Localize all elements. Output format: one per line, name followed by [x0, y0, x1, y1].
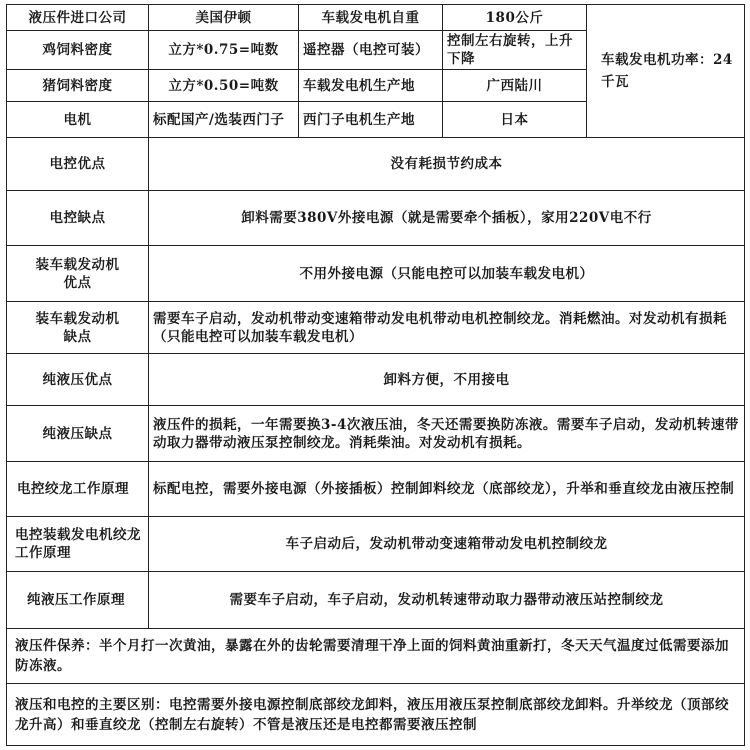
- cell-hydraulic-import-label: 液压件进口公司: [7, 5, 149, 31]
- row-label: 纯液压工作原理: [7, 572, 149, 629]
- cell-siemens-origin-value: 日本: [443, 102, 587, 138]
- table-row: [7, 517, 745, 572]
- row-label: 装车载发动机优点: [7, 246, 149, 302]
- table-row: [7, 572, 745, 629]
- spec-table: [6, 4, 745, 746]
- cell-remote-value: 控制左右旋转，上升下降: [443, 31, 587, 70]
- cell-hydraulic-import-value: 美国伊顿: [149, 5, 299, 31]
- table-row: [7, 5, 745, 31]
- table-row: [7, 684, 745, 746]
- row-label: 电控缺点: [7, 191, 149, 246]
- row-label: 装车载发动机缺点: [7, 302, 149, 354]
- cell-motor-label: 电机: [7, 102, 149, 138]
- row-text: 不用外接电源（只能电控可以加装车载发电机）: [149, 246, 745, 302]
- row-label: 纯液压优点: [7, 354, 149, 406]
- table-row: [7, 354, 745, 406]
- spec-sheet: [6, 4, 744, 746]
- row-label: 电控优点: [7, 138, 149, 191]
- row-text: 卸料方便，不用接电: [149, 354, 745, 406]
- table-row: [7, 302, 745, 354]
- difference-note: 液压和电控的主要区别：电控需要外接电源控制底部绞龙卸料，液压用液压泵控制底部绞龙卸料。升举绞龙（顶部绞龙升高）和垂直绞龙（控制左右旋转）不管是液压还是电控都需要液压控制: [7, 684, 745, 746]
- cell-generator-origin-label: 车载发电机生产地: [299, 70, 443, 102]
- row-label: 电控装载发电机绞龙工作原理: [7, 517, 149, 572]
- row-text: 卸料需要380V外接电源（就是需要牵个插板），家用220V电不行: [149, 191, 745, 246]
- row-text: 车子启动后，发动机带动变速箱带动发电机控制绞龙: [149, 517, 745, 572]
- table-row: [7, 462, 745, 517]
- row-text: 液压件的损耗，一年需要换3-4次液压油，冬天还需要换防冻液。需要车子启动，发动机转速带动取力器带动液压泵控制绞龙。消耗柴油。对发动机有损耗。: [149, 406, 745, 462]
- row-label: 电控绞龙工作原理: [7, 462, 149, 517]
- table-row: [7, 191, 745, 246]
- cell-generator-weight-value: 180公斤: [443, 5, 587, 31]
- cell-siemens-origin-label: 西门子电机生产地: [299, 102, 443, 138]
- cell-generator-power: 车载发电机功率：24千瓦: [587, 5, 745, 138]
- cell-pig-feed-density-value: 立方*0.50=吨数: [149, 70, 299, 102]
- row-text: 没有耗损节约成本: [149, 138, 745, 191]
- cell-pig-feed-density-label: 猪饲料密度: [7, 70, 149, 102]
- cell-chicken-feed-density-label: 鸡饲料密度: [7, 31, 149, 70]
- cell-generator-weight-label: 车载发电机自重: [299, 5, 443, 31]
- table-row: [7, 246, 745, 302]
- cell-motor-value: 标配国产/选装西门子: [149, 102, 299, 138]
- cell-chicken-feed-density-value: 立方*0.75=吨数: [149, 31, 299, 70]
- table-row: [7, 629, 745, 684]
- cell-remote-label: 遥控器（电控可装）: [299, 31, 443, 70]
- table-row: [7, 138, 745, 191]
- row-label: 纯液压缺点: [7, 406, 149, 462]
- row-text: 需要车子启动，发动机带动变速箱带动发电机带动电机控制绞龙。消耗燃油。对发动机有损耗（只能电控可以加装车载发电机）: [149, 302, 745, 354]
- maintenance-note: 液压件保养：半个月打一次黄油，暴露在外的齿轮需要清理干净上面的饲料黄油重新打，冬天天气温度过低需要添加防冻液。: [7, 629, 745, 684]
- table-row: [7, 406, 745, 462]
- row-text: 标配电控，需要外接电源（外接插板）控制卸料绞龙（底部绞龙），升举和垂直绞龙由液压控制: [149, 462, 745, 517]
- cell-generator-origin-value: 广西陆川: [443, 70, 587, 102]
- row-text: 需要车子启动，车子启动，发动机转速带动取力器带动液压站控制绞龙: [149, 572, 745, 629]
